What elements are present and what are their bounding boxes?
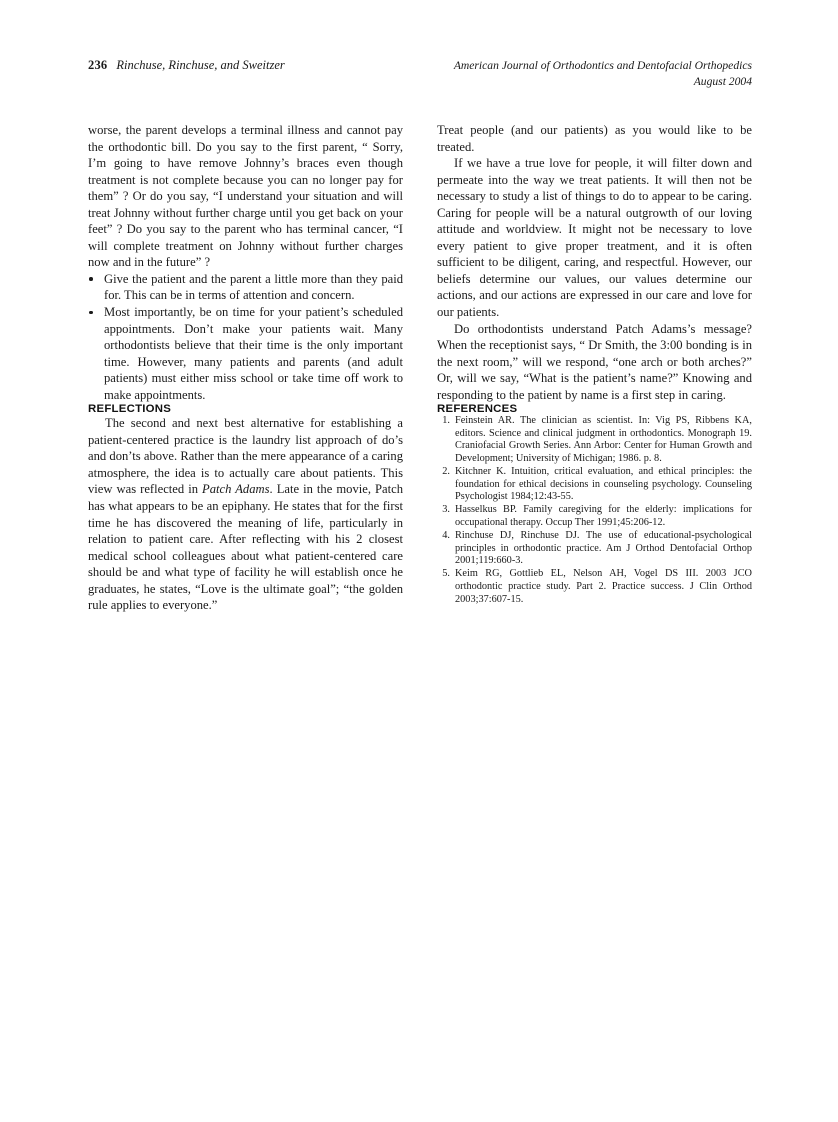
issue-date: August 2004	[693, 74, 752, 88]
reference-item	[437, 568, 752, 606]
references-list	[437, 415, 752, 606]
left-continued-paragraph: worse, the parent develops a terminal illness and cannot pay the orthodontic bill. Do you say to the first parent, “ Sorry, I’m going to have remove Johnny’s braces even though treatment is not complete because you can no longer pay for them” ? Or do you say, “I understand your situation and will treat Johnny without further charge until you get back on your feet” ? Do you say to the parent who has terminal cancer, “I will complete treatment on Johnny without further charges now and in the future” ?	[88, 123, 403, 270]
running-head-right	[454, 58, 752, 89]
running-head	[88, 58, 752, 98]
reference-text: Feinstein AR. The clinician as scientist. In: Vig PS, Ribbens KA, editors. Science and clinical judgment in orthodontics. Monograph 19. Craniofacial Growth Series. Ann Arbor: Center for Human Growth and Development; University of Michigan; 1986. p. 8.	[455, 415, 752, 465]
journal-title: American Journal of Orthodontics and Dentofacial Orthopedics	[453, 59, 752, 72]
reflections-paragraph	[88, 415, 403, 614]
running-head-authors: Rinchuse, Rinchuse, and Sweitzer	[116, 58, 285, 72]
reference-text: Kitchner K. Intuition, critical evaluation, and ethical principles: the foundation for ethical decisions in counseling psychology. Counseling Psychologist 1984;12:43-55.	[455, 466, 752, 503]
reference-text: Keim RG, Gottlieb EL, Nelson AH, Vogel DS III. 2003 JCO orthodontic practice study. Part 2. Practice success. J Clin Orthod 2003;37:607-15.	[455, 568, 752, 605]
right-column	[437, 122, 752, 607]
reflections-text-part2: . Late in the movie, Patch has what appears to be an epiphany. He states that for the first time he has discovered the meaning of life, particularly in relation to patient care. After reflecting with his 2 closest medical school colleagues about what patient-centered care should be and what type of facility he will establish once he graduates, he states, “Love is the ultimate goal”; “the golden rule applies to everyone.”	[88, 482, 403, 613]
left-column	[88, 122, 403, 614]
list-item-text: Most importantly, be on time for your patient’s scheduled appointments. Don’t make your patients wait. Many orthodontists believe that their time is the only important time. However, many patients and parents (and adult patients) must either miss school or take time off work to make appointments.	[104, 305, 403, 402]
running-head-left	[88, 58, 285, 73]
reference-number: 2.	[442, 466, 450, 478]
reference-text: Rinchuse DJ, Rinchuse DJ. The use of educational-psychological principles in orthodontic practice. Am J Orthod Dentofacial Orthop 2001;119:660-3.	[455, 530, 752, 567]
list-item	[88, 271, 403, 304]
right-continued-paragraph: Treat people (and our patients) as you would like to be treated.	[437, 123, 752, 154]
references-heading: REFERENCES	[437, 403, 518, 416]
reference-item	[437, 530, 752, 568]
reference-item	[437, 415, 752, 465]
reference-item	[437, 466, 752, 504]
bullet-icon	[89, 277, 93, 281]
reflections-heading: REFLECTIONS	[88, 403, 172, 416]
list-item-text: Give the patient and the parent a little more than they paid for. This can be in terms of attention and concern.	[104, 271, 403, 303]
bullet-icon	[89, 311, 93, 315]
love-paragraph: If we have a true love for people, it will filter down and permeate into the way we treat patients. It will then not be necessary to study a list of things to do to appear to be caring. Caring for people will be a natural outgrowth of our loving attitude and worldview. It might not be necessary to love every patient to give proper treatment, and it is often sufficient to be diligent, caring, and respectful. However, our beliefs determine our values, our values determine our actions, and our actions are expressed in our care and love for our patients.	[437, 156, 752, 320]
reflections-text-part1: The second and next best alternative for establishing a patient-centered practice is the laundry list approach of do’s and don’ts above. Rather than the mere appearance of a caring atmosphere, the idea is to actually care about patients. This view was reflected in	[88, 416, 403, 497]
reference-number: 1.	[442, 415, 450, 427]
reference-number: 3.	[442, 504, 450, 516]
reference-text: Hasselkus BP. Family caregiving for the elderly: implications for occupational therapy. Occup Ther 1991;45:206-12.	[455, 504, 752, 529]
advice-bullet-list	[88, 271, 403, 403]
movie-title: Patch Adams	[202, 482, 270, 497]
list-item	[88, 304, 403, 403]
message-paragraph: Do orthodontists understand Patch Adams’s message? When the receptionist says, “ Dr Smith, the 3:00 bonding is in the next room,” will we respond, “one arch or both arches?” Or, will we say, “What is the patient’s name?” Knowing and responding to the patient by name is a first step in caring.	[437, 321, 752, 402]
reference-number: 5.	[442, 568, 450, 580]
reference-number: 4.	[442, 530, 450, 542]
reference-item	[437, 504, 752, 529]
page-number: 236	[88, 58, 108, 72]
